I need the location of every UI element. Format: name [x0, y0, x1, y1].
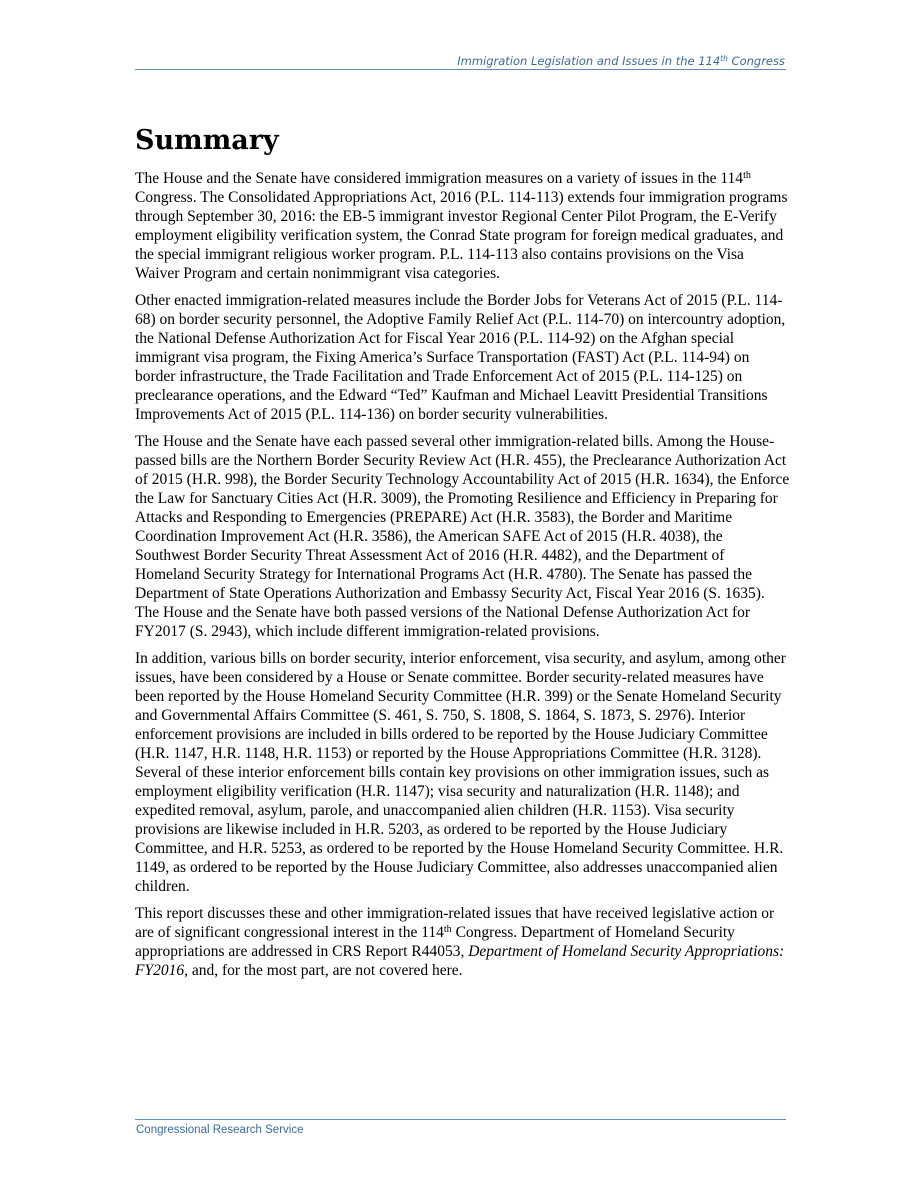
running-header-superscript: th: [720, 54, 728, 63]
summary-paragraph-2: Other enacted immigration-related measures include the Border Jobs for Veterans Act of 2015 (P.L. 114-68) on border security personnel, the Adoptive Family Relief Act (P.L. 114-70) on intercountry adoption, the National Defense Authorization Act for Fiscal Year 2016 (P.L. 114-92) on the Afghan special immigrant visa program, the Fixing America’s Surface Transportation (FAST) Act (P.L. 114-94) on border infrastructure, the Trade Facilitation and Trade Enforcement Act of 2015 (P.L. 114-125) on preclearance operations, and the Edward “Ted” Kaufman and Michael Leavitt Presidential Transitions Improvements Act of 2015 (P.L. 114-136) on border security vulnerabilities.: [135, 292, 786, 423]
summary-paragraph-4: In addition, various bills on border security, interior enforcement, visa security, and asylum, among other issues, have been considered by a House or Senate committee. Border security-related measures have been reported by the House Homeland Security Committee (H.R. 399) or the Senate Homeland Security and Governmental Affairs Committee (S. 461, S. 750, S. 1808, S. 1864, S. 1873, S. 2976). Interior enforcement provisions are included in bills ordered to be reported by the House Judiciary Committee (H.R. 1147, H.R. 1148, H.R. 1153) or reported by the House Appropriations Committee (H.R. 3128). Several of these interior enforcement bills contain key provisions on other immigration issues, such as employment eligibility verification (H.R. 1147); visa security and naturalization (H.R. 1148); and expedited removal, asylum, parole, and unaccompanied alien children (H.R. 1153). Visa security provisions are likewise included in H.R. 5203, as ordered to be reported by the House Judiciary Committee, and H.R. 5253, as ordered to be reported by the House Homeland Security Committee. H.R. 1149, as ordered to be reported by the House Judiciary Committee, also addresses unaccompanied alien children.: [135, 650, 786, 895]
paragraph-text: Congress. Department of Homeland Security appropriations are addressed in CRS Report R44053,: [135, 924, 735, 960]
summary-paragraph-5: [135, 904, 790, 980]
ordinal-superscript: th: [743, 170, 751, 181]
paragraph-text: The House and the Senate have considered immigration measures on a variety of issues in the 114: [135, 170, 744, 187]
report-title-citation: Department of Homeland Security Appropriations: FY2016: [135, 943, 785, 979]
running-header-text: Immigration Legislation and Issues in the 114: [457, 54, 721, 68]
paragraph-text: Congress. The Consolidated Appropriations Act, 2016 (P.L. 114-113) extends four immigration programs through September 30, 2016: the EB-5 immigrant investor Regional Center Pilot Program, the E-Verify employment eligibility verification system, the Conrad State program for foreign medical graduates, and the special immigrant religious worker program. P.L. 114-113 also contains provisions on the Visa Waiver Program and certain nonimmigrant visa categories.: [135, 189, 788, 282]
footer-organization: Congressional Research Service: [136, 1124, 304, 1136]
paragraph-text: , and, for the most part, are not covered here.: [184, 962, 463, 979]
section-title: Summary: [135, 125, 279, 156]
paragraph-text: This report discusses these and other immigration-related issues that have received legislative action or are of significant congressional interest in the 114: [135, 905, 775, 941]
ordinal-superscript: th: [443, 924, 452, 935]
summary-paragraph-3: The House and the Senate have each passed several other immigration-related bills. Among the House-passed bills are the Northern Border Security Review Act (H.R. 455), the Preclearance Authorization Act of 2015 (H.R. 998), the Border Security Technology Accountability Act of 2015 (H.R. 1634), the Enforce the Law for Sanctuary Cities Act (H.R. 3009), the Promoting Resilience and Efficiency in Preparing for Attacks and Responding to Emergencies (PREPARE) Act (H.R. 3583), the Border and Maritime Coordination Improvement Act (H.R. 3586), the American SAFE Act of 2015 (H.R. 4038), the Southwest Border Security Threat Assessment Act of 2016 (H.R. 4482), and the Department of Homeland Security Strategy for International Programs Act (H.R. 4780). The Senate has passed the Department of State Operations Authorization and Embassy Security Act, Fiscal Year 2016 (S. 1635). The House and the Senate have both passed versions of the National Defense Authorization Act for FY2017 (S. 2943), which include different immigration-related provisions.: [135, 433, 790, 640]
running-header-text-end: Congress: [727, 54, 785, 68]
header-divider: [135, 69, 786, 70]
footer-divider: [135, 1119, 786, 1120]
running-header: [135, 54, 785, 68]
summary-body: [135, 169, 790, 988]
summary-paragraph-1: [135, 169, 790, 283]
